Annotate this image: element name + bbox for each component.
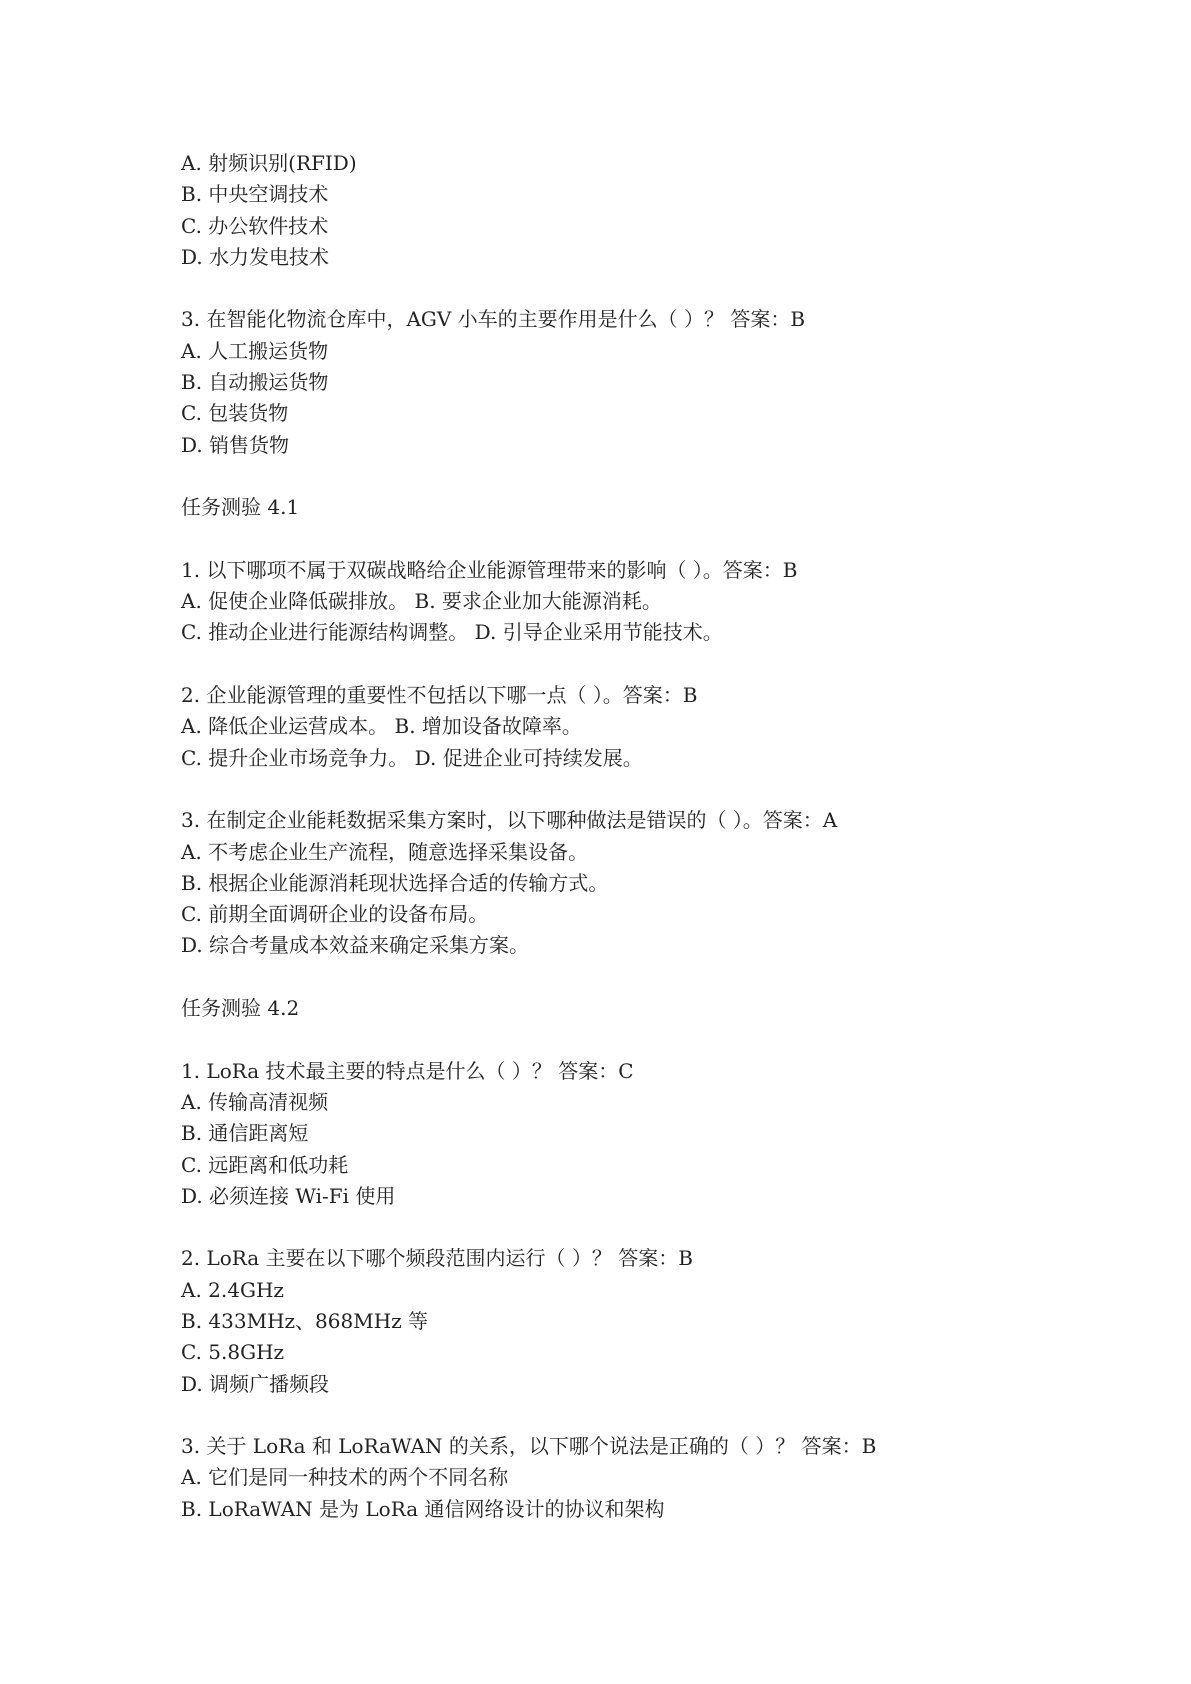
option-line: A. 射频识别(RFID) [181, 151, 357, 175]
block-spacer [181, 962, 1051, 993]
block-spacer [181, 649, 1051, 680]
block-spacer [181, 273, 1051, 304]
option-line: C. 办公软件技术 [181, 213, 329, 238]
question-block [181, 680, 1051, 774]
section-heading: 任务测验 4.1 [181, 495, 300, 520]
option-line: C. 推动企业进行能源结构调整。 D. 引导企业采用节能技术。 [181, 620, 723, 645]
question-text: 1. LoRa 技术最主要的特点是什么（ ）？ 答案：C [181, 1058, 634, 1083]
question-text: 3. 在智能化物流仓库中，AGV 小车的主要作用是什么（ ）？ 答案：B [181, 307, 806, 332]
question-text: 3. 关于 LoRa 和 LoRaWAN 的关系，以下哪个说法是正确的（ ）？ 答案：B [181, 1434, 877, 1459]
options-block [181, 148, 1051, 273]
block-spacer [181, 1400, 1051, 1431]
option-line: A. 2.4GHz [181, 1277, 284, 1302]
option-line: B. 中央空调技术 [181, 182, 329, 207]
document-content [181, 148, 1051, 1525]
block-spacer [181, 1212, 1051, 1243]
question-block [181, 1243, 1051, 1399]
block-spacer [181, 1024, 1051, 1055]
option-line: D. 必须连接 Wi-Fi 使用 [181, 1183, 396, 1208]
option-line: C. 前期全面调研企业的设备布局。 [181, 902, 489, 927]
option-line: D. 水力发电技术 [181, 244, 330, 269]
option-line: A. 传输高清视频 [181, 1089, 329, 1114]
question-block [181, 304, 1051, 460]
option-line: D. 调频广播频段 [181, 1371, 330, 1396]
question-block [181, 555, 1051, 649]
option-line: B. 通信距离短 [181, 1121, 309, 1146]
block-spacer [181, 461, 1051, 492]
option-line: B. 433MHz、868MHz 等 [181, 1308, 429, 1333]
question-block [181, 1056, 1051, 1212]
block-spacer [181, 524, 1051, 555]
option-line: C. 远距离和低功耗 [181, 1152, 349, 1177]
option-line: C. 包装货物 [181, 401, 289, 426]
question-text: 2. LoRa 主要在以下哪个频段范围内运行（ ）？ 答案：B [181, 1246, 693, 1271]
option-line: B. 自动搬运货物 [181, 370, 329, 395]
section-heading: 任务测验 4.2 [181, 996, 300, 1021]
option-line: A. 它们是同一种技术的两个不同名称 [181, 1465, 509, 1490]
question-text: 1. 以下哪项不属于双碳战略给企业能源管理带来的影响（ ）。答案：B [181, 557, 798, 582]
option-line: A. 促使企业降低碳排放。 B. 要求企业加大能源消耗。 [181, 589, 662, 614]
option-line: D. 综合考量成本效益来确定采集方案。 [181, 933, 530, 958]
option-line: A. 人工搬运货物 [181, 338, 329, 363]
option-line: B. 根据企业能源消耗现状选择合适的传输方式。 [181, 870, 609, 895]
option-line: A. 降低企业运营成本。 B. 增加设备故障率。 [181, 714, 582, 739]
block-spacer [181, 774, 1051, 805]
option-line: C. 提升企业市场竞争力。 D. 促进企业可持续发展。 [181, 745, 643, 770]
question-text: 2. 企业能源管理的重要性不包括以下哪一点（ ）。答案：B [181, 683, 698, 708]
section-heading-block [181, 993, 1051, 1024]
question-block [181, 1431, 1051, 1525]
question-block [181, 805, 1051, 961]
question-text: 3. 在制定企业能耗数据采集方案时，以下哪种做法是错误的（ ）。答案：A [181, 808, 838, 833]
option-line: A. 不考虑企业生产流程，随意选择采集设备。 [181, 839, 589, 864]
option-line: C. 5.8GHz [181, 1340, 285, 1365]
option-line: B. LoRaWAN 是为 LoRa 通信网络设计的协议和架构 [181, 1496, 665, 1521]
option-line: D. 销售货物 [181, 432, 290, 457]
section-heading-block [181, 492, 1051, 523]
